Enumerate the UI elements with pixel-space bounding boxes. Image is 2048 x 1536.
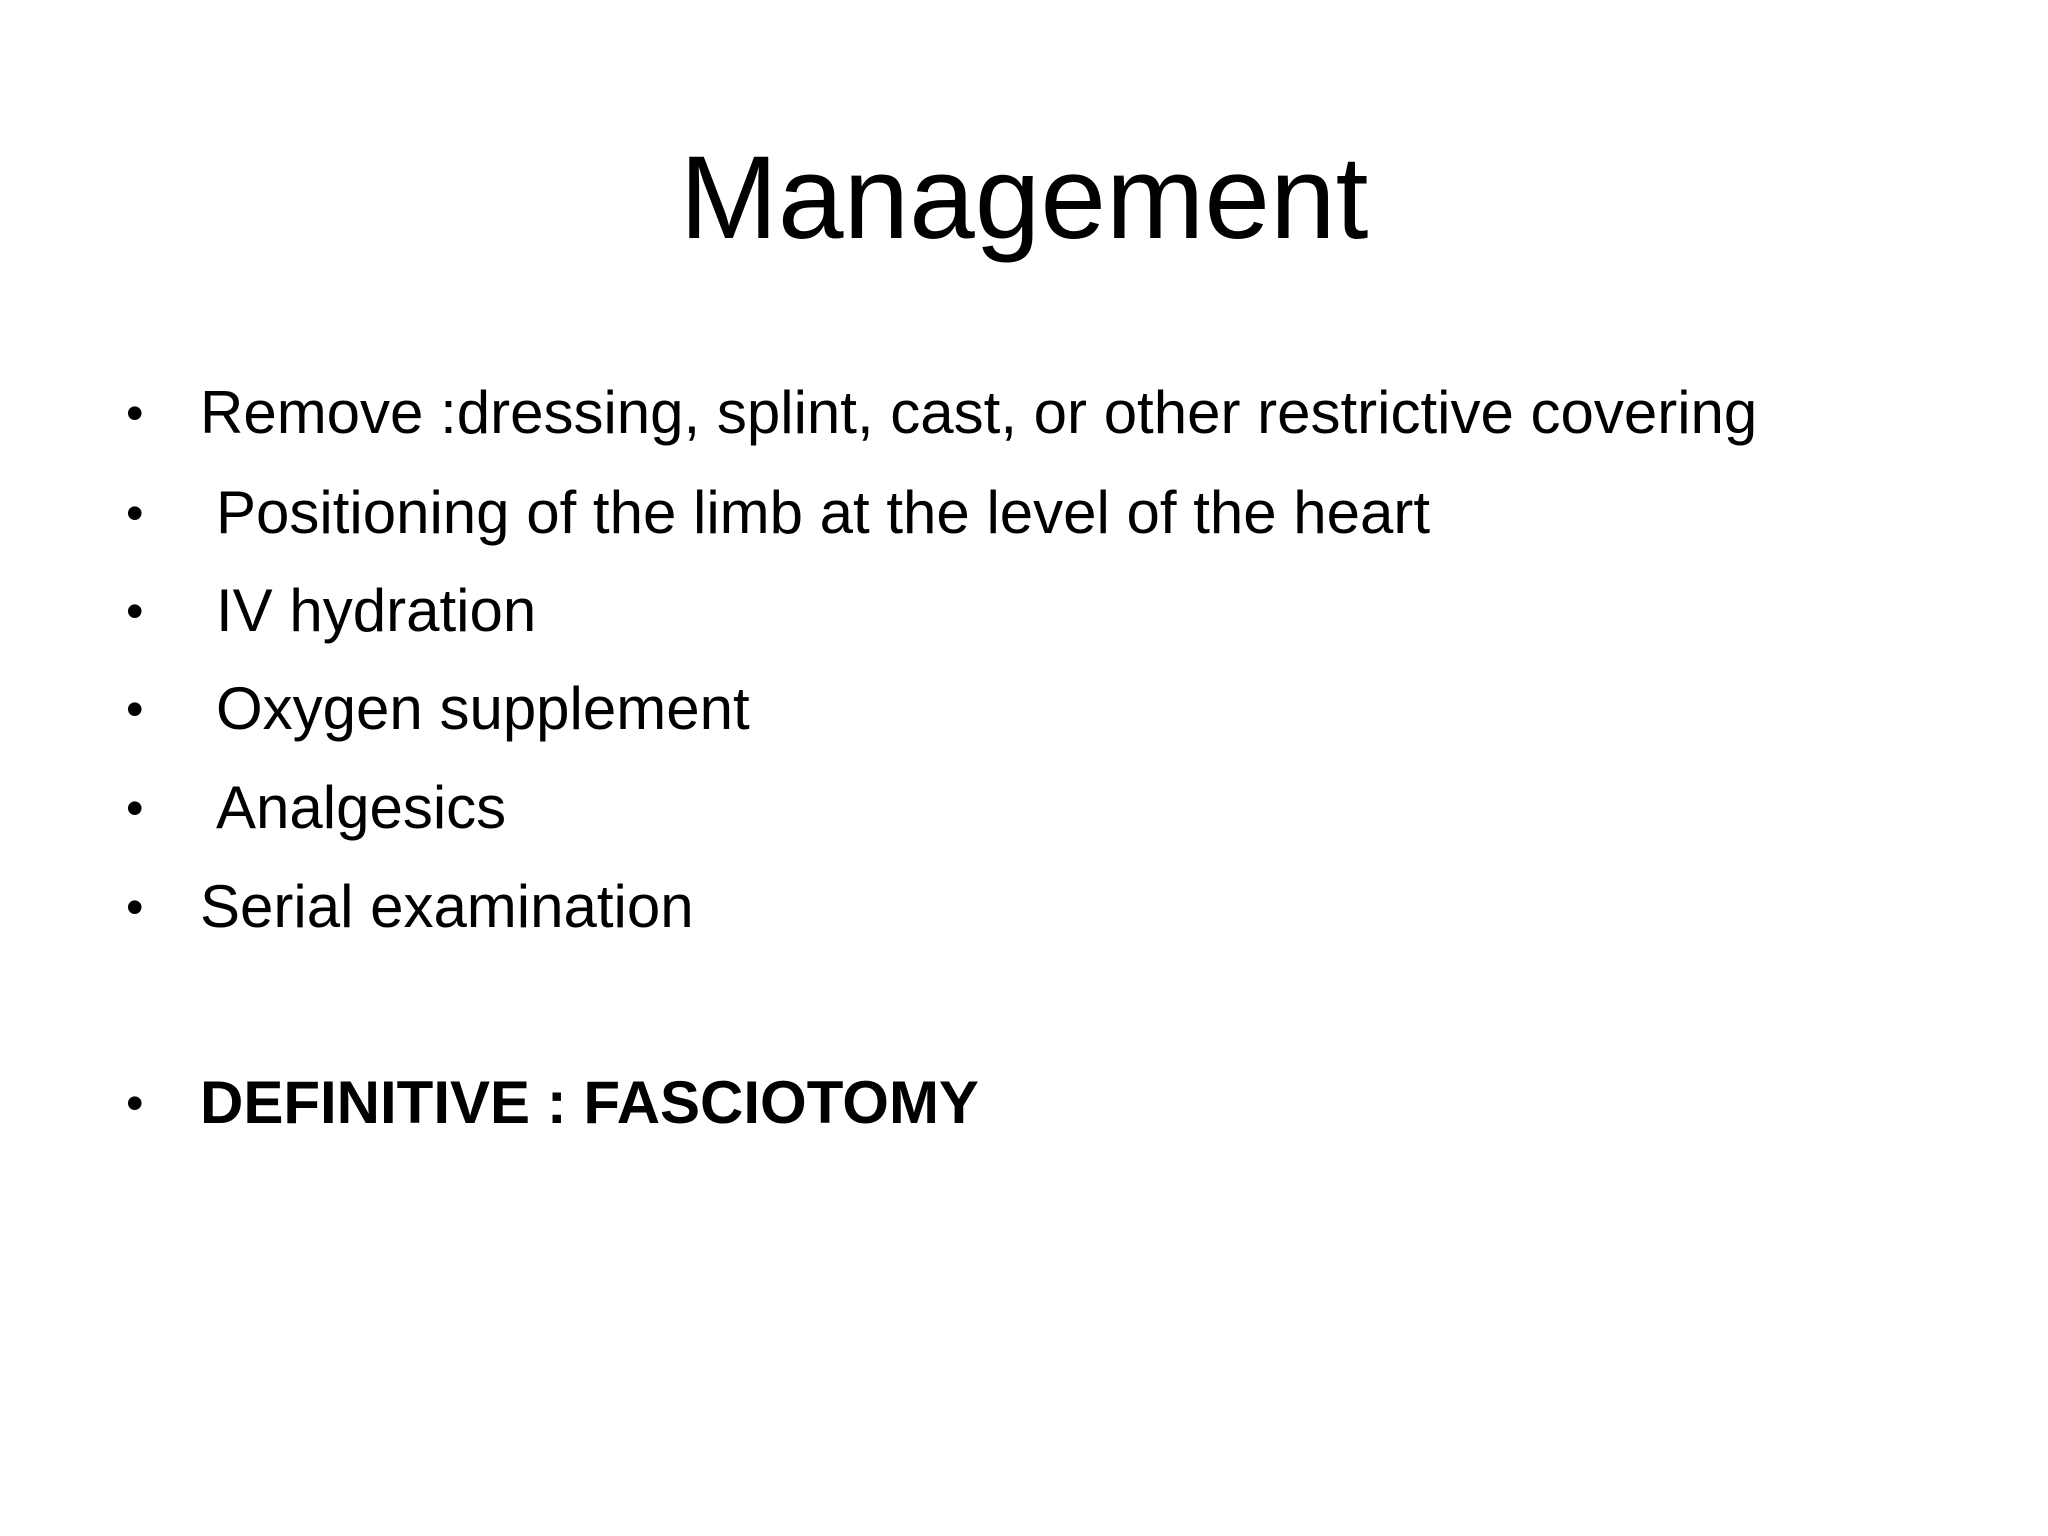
bullet-item <box>0 773 2048 843</box>
bullet-item <box>0 378 2048 448</box>
bullet-dot-icon: • <box>126 681 144 737</box>
bullet-text: Analgesics <box>216 774 507 841</box>
bullet-item <box>0 1068 2048 1138</box>
bullet-text: Positioning of the limb at the level of the heart <box>216 479 1431 546</box>
bullet-dot-icon: • <box>126 1075 144 1131</box>
bullet-dot-icon: • <box>126 780 144 836</box>
bullet-dot-icon: • <box>126 485 144 541</box>
bullet-dot-icon: • <box>126 385 144 441</box>
bullet-text-definitive: DEFINITIVE : FASCIOTOMY <box>200 1069 979 1136</box>
bullet-item <box>0 674 2048 744</box>
bullet-text: Remove :dressing, splint, cast, or other restrictive covering <box>200 379 1758 446</box>
bullet-dot-icon: • <box>126 879 144 935</box>
bullet-text: Serial examination <box>200 873 694 940</box>
bullet-text: Oxygen supplement <box>216 675 750 742</box>
bullet-dot-icon: • <box>126 583 144 639</box>
bullet-item <box>0 478 2048 548</box>
bullet-item <box>0 576 2048 646</box>
slide-title: Management <box>679 132 1369 264</box>
bullet-item <box>0 872 2048 942</box>
bullet-text: IV hydration <box>216 577 537 644</box>
